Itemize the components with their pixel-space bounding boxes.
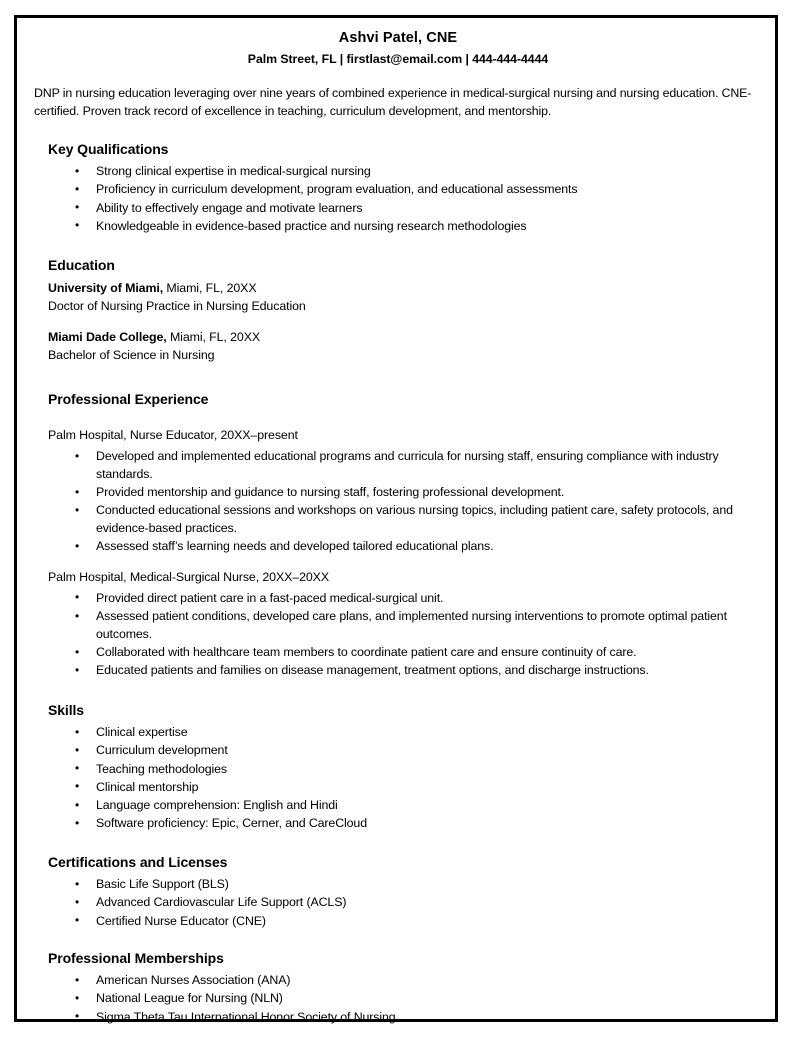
key-qualifications-list	[34, 163, 762, 235]
section-professional-memberships	[34, 950, 762, 1026]
list-item: • Proficiency in curriculum development, program evaluation, and educational assessments	[34, 181, 762, 199]
list-item: • Conducted educational sessions and workshops on various nursing topics, including patient care, safety protocols, and evidence-based practices.	[34, 502, 762, 537]
resume-document	[34, 30, 762, 1027]
education-school-location: Miami, FL, 20XX	[163, 280, 257, 295]
section-heading-certifications: Certifications and Licenses	[48, 854, 228, 871]
list-item: • Knowledgeable in evidence-based practice and nursing research methodologies	[34, 218, 762, 236]
list-item: • Language comprehension: English and Hindi	[34, 797, 762, 815]
experience-bullet-list	[34, 590, 762, 680]
list-item: • Basic Life Support (BLS)	[34, 876, 762, 894]
section-professional-experience	[34, 391, 762, 680]
list-item: • Developed and implemented educational programs and curricula for nursing staff, ensuring compliance with industry standards.	[34, 448, 762, 483]
section-heading-professional-experience: Professional Experience	[48, 391, 209, 408]
list-item: • Software proficiency: Epic, Cerner, and CareCloud	[34, 815, 762, 833]
section-heading-memberships: Professional Memberships	[48, 950, 224, 967]
skills-list	[34, 724, 762, 833]
candidate-contact-line: Palm Street, FL | firstlast@email.com | 444-444-4444	[247, 52, 549, 66]
candidate-name: Ashvi Patel, CNE	[338, 30, 458, 46]
list-item: • Sigma Theta Tau International Honor Society of Nursing	[34, 1009, 762, 1027]
section-education	[34, 257, 762, 364]
list-item: • Clinical expertise	[34, 724, 762, 742]
experience-job-heading: Palm Hospital, Nurse Educator, 20XX–present	[48, 428, 298, 443]
education-entry	[34, 279, 762, 315]
list-item: • Advanced Cardiovascular Life Support (ACLS)	[34, 894, 762, 912]
section-heading-key-qualifications: Key Qualifications	[48, 141, 169, 158]
list-item: • Ability to effectively engage and motivate learners	[34, 200, 762, 218]
education-school-name: University of Miami,	[48, 280, 164, 295]
education-school-name: Miami Dade College,	[48, 329, 167, 344]
memberships-list	[34, 972, 762, 1026]
experience-entry	[34, 427, 762, 556]
experience-job-heading: Palm Hospital, Medical-Surgical Nurse, 20XX–20XX	[48, 569, 330, 584]
list-item: • Provided direct patient care in a fast-paced medical-surgical unit.	[34, 590, 762, 608]
education-degree: Bachelor of Science in Nursing	[48, 347, 215, 362]
section-certifications-and-licenses	[34, 854, 762, 930]
list-item: • Provided mentorship and guidance to nursing staff, fostering professional development.	[34, 484, 762, 502]
list-item: • Curriculum development	[34, 742, 762, 760]
education-school-location: Miami, FL, 20XX	[166, 329, 261, 344]
list-item: • Certified Nurse Educator (CNE)	[34, 913, 762, 931]
education-school-line	[48, 279, 762, 297]
section-skills	[34, 702, 762, 833]
certifications-list	[34, 876, 762, 930]
list-item: • Strong clinical expertise in medical-surgical nursing	[34, 163, 762, 181]
professional-summary: DNP in nursing education leveraging over nine years of combined experience in medical-surgical nursing and nursing education. CNE-certified. Proven track record of excellence in teaching, curriculum development, and mentorship.	[34, 86, 752, 118]
list-item: • Assessed patient conditions, developed care plans, and implemented nursing interventions to promote optimal patient outcomes.	[34, 608, 762, 643]
list-item: • Educated patients and families on disease management, treatment options, and discharge instructions.	[34, 662, 762, 680]
list-item: • Assessed staff’s learning needs and developed tailored educational plans.	[34, 538, 762, 556]
resume-page-frame	[14, 15, 778, 1022]
list-item: • Clinical mentorship	[34, 779, 762, 797]
list-item: • American Nurses Association (ANA)	[34, 972, 762, 990]
list-item: • National League for Nursing (NLN)	[34, 990, 762, 1008]
education-degree: Doctor of Nursing Practice in Nursing Education	[48, 298, 306, 313]
experience-entry	[34, 569, 762, 680]
education-school-line	[48, 328, 762, 346]
list-item: • Teaching methodologies	[34, 761, 762, 779]
education-entry	[34, 328, 762, 364]
section-heading-skills: Skills	[48, 702, 84, 719]
list-item: • Collaborated with healthcare team members to coordinate patient care and ensure continuity of care.	[34, 644, 762, 662]
section-heading-education: Education	[48, 256, 115, 273]
section-key-qualifications	[34, 141, 762, 235]
experience-bullet-list	[34, 448, 762, 556]
